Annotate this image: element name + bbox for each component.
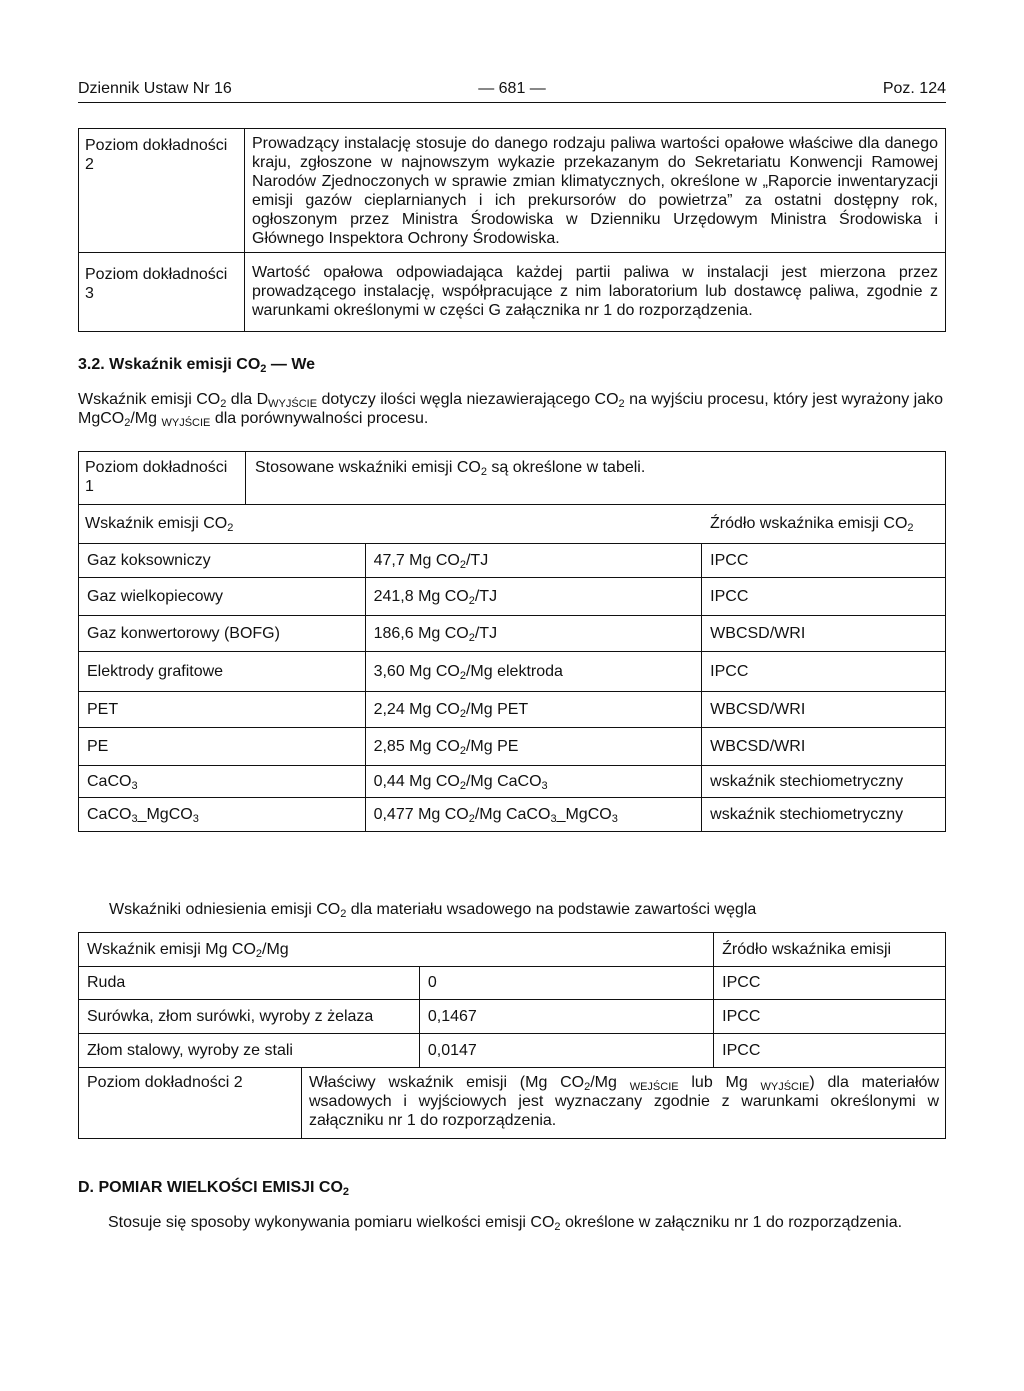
ef-source: IPCC (702, 652, 946, 692)
ref-row (79, 967, 946, 1000)
ref-table (78, 932, 946, 1068)
ref-material: Surówka, złom surówki, wyroby z żelaza (79, 1000, 420, 1034)
position-number: Poz. 124 (882, 80, 946, 97)
ref-col1-header: Wskaźnik emisji Mg $CO_2/Mg$ (79, 933, 714, 967)
ef-source: WBCSD/WRI (702, 616, 946, 652)
ef-col3-header: Źródło wskaźnika emisji $CO_2$ (710, 515, 914, 534)
ef-material: Gaz koksowniczy (79, 544, 366, 578)
tier-table-1 (78, 128, 946, 332)
ef-tier-box (78, 451, 946, 544)
ref-source: IPCC (714, 967, 946, 1000)
ef-material: Gaz wielkopiecowy (79, 578, 366, 616)
ref-tier-box (78, 1067, 946, 1139)
ef-col1-header: Wskaźnik emisji $CO_2$ (85, 515, 234, 534)
ref-source: IPCC (714, 1000, 946, 1034)
ef-material: Elektrody grafitowe (79, 652, 366, 692)
ef-source: wskaźnik stechiometryczny (702, 766, 946, 798)
journal-title: Dziennik Ustaw Nr 16 (78, 80, 232, 97)
ef-value: 47,7 Mg $CO_2/TJ$ (365, 544, 702, 578)
ef-value: 2,85 Mg $CO_2/Mg$ PE (365, 728, 702, 766)
ef-value: 186,6 Mg $CO_2/TJ$ (365, 616, 702, 652)
ref-row (79, 1000, 946, 1034)
ref-row (79, 1034, 946, 1068)
ef-row (79, 578, 946, 616)
ref-caption: Wskaźniki odniesienia emisji $CO_2$ dla materiału wsadowego na podstawie zawartości węgla (109, 901, 757, 920)
ef-material: PE (79, 728, 366, 766)
ef-material: PET (79, 692, 366, 728)
tier-2-label: Poziom dokładności 2 (85, 137, 228, 173)
section-d-text: Stosuje się sposoby wykonywania pomiaru wielkości emisji $CO_2$ określone w załączniku nr 1 do rozporządzenia. (108, 1214, 903, 1233)
ef-source: WBCSD/WRI (702, 728, 946, 766)
section-3-2-intro: Wskaźnik emisji $CO_2$ dla $D_{WYJŚCIE}$ dotyczy ilości węgla niezawierającego $CO_2$ na wyjściu procesu, który jest wyrażony jako MgCO$_2$/Mg $_{WYJŚCIE}$ dla porównywalności procesu. (78, 391, 943, 429)
ref-col3-header: Źródło wskaźnika emisji (714, 933, 946, 967)
ef-material: Gaz konwertorowy (BOFG) (79, 616, 366, 652)
ref-material: Ruda (79, 967, 420, 1000)
ef-table (78, 543, 946, 832)
ef-material: CaCO$_3$_MgCO$_3$ (79, 798, 366, 832)
ef-material: CaCO$_3$ (79, 766, 366, 798)
ref-tier-2-text: Właściwy wskaźnik emisji (Mg $CO_2/Mg$ $_{WEJŚCIE}$ lub Mg $_{WYJŚCIE}$) dla materiałów wsadowych i wyjściowych jest wyznaczany zgodnie z warunkami określonymi w załączniku nr 1 do rozporządzenia. (309, 1074, 939, 1129)
ef-row (79, 692, 946, 728)
ref-value: 0 (419, 967, 713, 1000)
ref-tier-2-label: Poziom dokładności 2 (87, 1074, 243, 1091)
ef-value: 3,60 Mg $CO_2/Mg$ elektroda (365, 652, 702, 692)
tier-3-text: Wartość opałowa odpowiadająca każdej partii paliwa w instalacji jest mierzona przez prowadzącego instalację, współpracujące z nim laboratorium lub dostawcę paliwa, zgodnie z warunkami określonymi w części G załącznika nr 1 do rozporządzenia. (252, 264, 938, 319)
ef-source: IPCC (702, 578, 946, 616)
ref-material: Złom stalowy, wyroby ze stali (79, 1034, 420, 1068)
section-3-2-heading: 3.2. Wskaźnik emisji $CO_2$ — We (78, 356, 316, 375)
ref-header-row (79, 933, 946, 967)
ref-source: IPCC (714, 1034, 946, 1068)
page-header (78, 78, 946, 103)
tier-2-text: Prowadzący instalację stosuje do danego rodzaju paliwa wartości opałowe właściwe dla danego kraju, zgłoszone w najnowszym wykazie przekazanym do Sekretariatu Konwencji Ramowej Narodów Zjednoczonych w sprawie zmian klimatycznych, określone w „Raporcie inwentaryzacji emisji gazów cieplarnianych i ich prekursorów do powietrza” za ostatni dostępny rok, ogłoszonym przez Ministra Środowiska w Dzienniku Urzędowym Ministra Środowiska i Głównego Inspektora Ochrony Środowiska. (252, 135, 938, 247)
ef-value: 2,24 Mg $CO_2/Mg$ PET (365, 692, 702, 728)
ef-value: 0,44 Mg $CO_2/Mg$ CaCO$_3$ (365, 766, 702, 798)
ef-row (79, 544, 946, 578)
ef-tier-1-text: Stosowane wskaźniki emisji $CO_2$ są określone w tabeli. (255, 459, 646, 478)
ref-value: 0,0147 (419, 1034, 713, 1068)
ef-source: IPCC (702, 544, 946, 578)
ef-source: WBCSD/WRI (702, 692, 946, 728)
ef-row (79, 798, 946, 832)
ef-row (79, 616, 946, 652)
ef-tier-1-label: Poziom dokładności 1 (85, 459, 228, 495)
tier-3-label: Poziom dokładności 3 (85, 266, 228, 302)
ref-value: 0,1467 (419, 1000, 713, 1034)
ef-value: 241,8 Mg $CO_2/TJ$ (365, 578, 702, 616)
ef-source: wskaźnik stechiometryczny (702, 798, 946, 832)
section-d-heading: D. POMIAR WIELKOŚCI EMISJI $CO_2$ (78, 1179, 350, 1198)
ef-value: 0,477 Mg $CO_2/Mg$ CaCO$_3$_MgCO$_3$ (365, 798, 702, 832)
ef-row (79, 728, 946, 766)
ef-row (79, 766, 946, 798)
page-number: — 681 — (478, 80, 546, 97)
ef-row (79, 652, 946, 692)
